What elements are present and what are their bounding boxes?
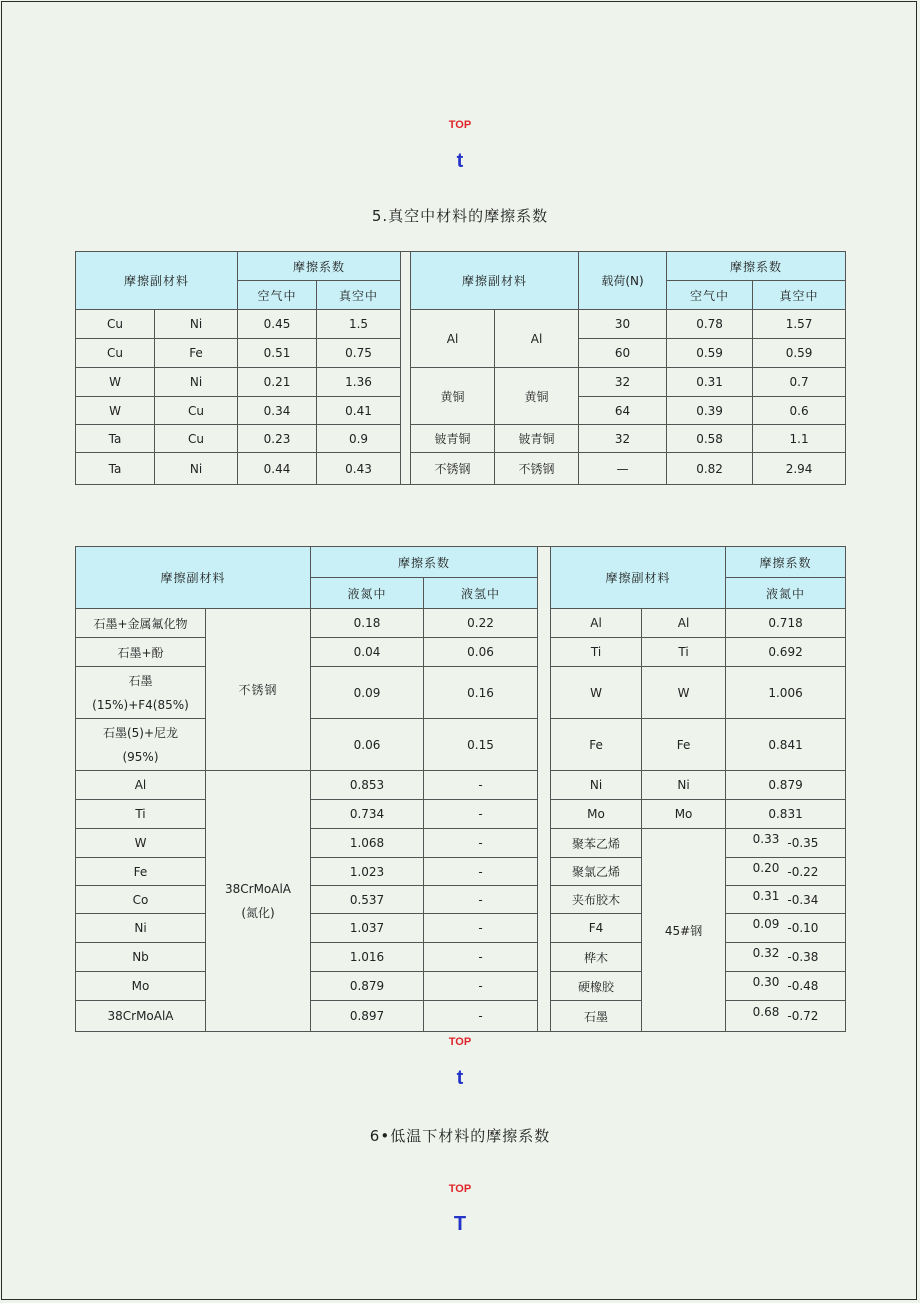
top-link[interactable]: TOP xyxy=(448,1036,472,1048)
cell-liquid-nitrogen: 0.831 xyxy=(726,800,846,829)
cell-vacuum: 1.57 xyxy=(753,310,846,339)
cell-vacuum: 1.36 xyxy=(317,368,401,397)
coef-high: -0.34 xyxy=(787,892,819,907)
table-row xyxy=(76,858,846,886)
coef-high: -0.35 xyxy=(787,836,819,850)
cell-air: 0.59 xyxy=(667,339,753,368)
header-material-pair-right: 摩擦副材料 xyxy=(411,252,579,310)
cell-liquid-hydrogen: 0.22 xyxy=(424,609,538,638)
cell-material-2: Ni xyxy=(642,771,726,800)
cell-material-2: Ni xyxy=(155,310,238,339)
table-row xyxy=(76,719,846,771)
cell-load: 60 xyxy=(579,339,667,368)
cell-material-1: Ni xyxy=(551,771,642,800)
coef-low: 0.31 xyxy=(752,888,780,903)
cell-liquid-nitrogen xyxy=(726,972,846,1001)
cell-material-1: 石墨+金属氟化物 xyxy=(76,609,206,638)
cell-air: 0.31 xyxy=(667,368,753,397)
cell-material-line-2: (95%) xyxy=(122,749,159,764)
header-material-pair-right: 摩擦副材料 xyxy=(551,547,726,609)
cell-material-2: Fe xyxy=(155,339,238,368)
counter-material-line-2: (氮化) xyxy=(241,906,275,920)
cell-liquid-hydrogen: 0.15 xyxy=(424,719,538,771)
cell-liquid-hydrogen: - xyxy=(424,943,538,972)
cell-material-1: Co xyxy=(76,886,206,914)
table-row xyxy=(76,310,846,339)
coef-low: 0.30 xyxy=(752,975,780,989)
cell-liquid-nitrogen: 0.06 xyxy=(311,719,424,771)
cell-liquid-nitrogen: 1.016 xyxy=(311,943,424,972)
cell-material-2: Al xyxy=(642,609,726,638)
coef-low: 0.68 xyxy=(752,1005,780,1019)
cell-material-2: 黄铜 xyxy=(495,368,579,425)
cell-material-2: Cu xyxy=(155,425,238,453)
cell-material-2: Ni xyxy=(155,368,238,397)
cell-liquid-nitrogen xyxy=(726,858,846,886)
cell-material-1: Cu xyxy=(76,310,155,339)
cell-material-2: Fe xyxy=(642,719,726,771)
cell-liquid-nitrogen xyxy=(726,914,846,943)
cell-air: 0.78 xyxy=(667,310,753,339)
table-row xyxy=(76,914,846,943)
cell-vacuum: 1.5 xyxy=(317,310,401,339)
cell-material-2: Ni xyxy=(155,453,238,485)
cell-air: 0.82 xyxy=(667,453,753,485)
cell-load: 32 xyxy=(579,368,667,397)
cell-vacuum: 1.1 xyxy=(753,425,846,453)
cell-air: 0.21 xyxy=(238,368,317,397)
cell-liquid-hydrogen: - xyxy=(424,972,538,1001)
header-in-air: 空气中 xyxy=(238,281,317,310)
table-row xyxy=(76,886,846,914)
low-temperature-friction-table xyxy=(75,546,846,1032)
table-row xyxy=(76,453,846,485)
table-row xyxy=(76,800,846,829)
cell-vacuum: 0.59 xyxy=(753,339,846,368)
header-liquid-nitrogen: 液氮中 xyxy=(311,578,424,609)
cell-liquid-nitrogen: 0.18 xyxy=(311,609,424,638)
vacuum-friction-table xyxy=(75,251,846,485)
header-friction-coef: 摩擦系数 xyxy=(238,252,401,281)
coef-high: -0.72 xyxy=(787,1009,819,1023)
cell-material-1: W xyxy=(76,829,206,858)
table-row xyxy=(76,425,846,453)
cell-load: 64 xyxy=(579,397,667,425)
cell-material-2: W xyxy=(642,667,726,719)
cell-liquid-nitrogen xyxy=(726,886,846,914)
cell-air: 0.39 xyxy=(667,397,753,425)
cell-air: 0.34 xyxy=(238,397,317,425)
cell-liquid-hydrogen: - xyxy=(424,914,538,943)
cell-liquid-nitrogen: 0.04 xyxy=(311,638,424,667)
cell-material-2: Cu xyxy=(155,397,238,425)
cell-air: 0.23 xyxy=(238,425,317,453)
header-in-vacuum: 真空中 xyxy=(317,281,401,310)
table-row xyxy=(76,609,846,638)
section-5-title: 5.真空中材料的摩擦系数 xyxy=(371,207,549,225)
cell-material-1: 黄铜 xyxy=(411,368,495,425)
cell-material-1: F4 xyxy=(551,914,642,943)
table-row xyxy=(76,638,846,667)
cell-liquid-nitrogen xyxy=(726,943,846,972)
cell-air: 0.58 xyxy=(667,425,753,453)
cell-liquid-hydrogen: - xyxy=(424,886,538,914)
cell-material-2: Ti xyxy=(642,638,726,667)
cell-liquid-nitrogen: 0.879 xyxy=(311,972,424,1001)
cell-material-1: 桦木 xyxy=(551,943,642,972)
cell-counter-material: 45#钢 xyxy=(642,829,726,1032)
cell-counter-material xyxy=(206,771,311,1032)
table-row xyxy=(76,667,846,719)
cell-liquid-nitrogen: 0.841 xyxy=(726,719,846,771)
cell-liquid-nitrogen: 0.734 xyxy=(311,800,424,829)
table-gap xyxy=(401,252,411,485)
cell-liquid-nitrogen: 0.09 xyxy=(311,667,424,719)
cell-load: 32 xyxy=(579,425,667,453)
cell-liquid-hydrogen: 0.16 xyxy=(424,667,538,719)
header-load: 载荷(N) xyxy=(579,252,667,310)
cell-air: 0.51 xyxy=(238,339,317,368)
cell-material-1: 聚氯乙烯 xyxy=(551,858,642,886)
cell-liquid-nitrogen: 1.037 xyxy=(311,914,424,943)
cell-material-1: Al xyxy=(76,771,206,800)
coef-high: -0.22 xyxy=(787,864,819,879)
cell-material-2: 不锈钢 xyxy=(495,453,579,485)
coef-low: 0.33 xyxy=(752,832,780,846)
coef-low: 0.32 xyxy=(752,946,780,960)
cell-material-1: Ta xyxy=(76,425,155,453)
cell-material-1: 铍青铜 xyxy=(411,425,495,453)
cell-material-1: W xyxy=(551,667,642,719)
cell-liquid-nitrogen: 1.006 xyxy=(726,667,846,719)
cell-liquid-hydrogen: - xyxy=(424,829,538,858)
cell-material-1: Fe xyxy=(76,858,206,886)
header-friction-coef: 摩擦系数 xyxy=(311,547,538,578)
cell-material-1: Nb xyxy=(76,943,206,972)
header-friction-coef-right: 摩擦系数 xyxy=(726,547,846,578)
cell-material-1: 石墨+酚 xyxy=(76,638,206,667)
table-row xyxy=(76,829,846,858)
cell-vacuum: 0.75 xyxy=(317,339,401,368)
cell-liquid-nitrogen: 0.853 xyxy=(311,771,424,800)
cell-load: — xyxy=(579,453,667,485)
cell-vacuum: 0.6 xyxy=(753,397,846,425)
cell-material-1: Ti xyxy=(551,638,642,667)
header-in-air-right: 空气中 xyxy=(667,281,753,310)
coef-low: 0.20 xyxy=(752,860,780,875)
table-row xyxy=(76,972,846,1001)
cell-load: 30 xyxy=(579,310,667,339)
cell-material-1: Ni xyxy=(76,914,206,943)
cell-material-1: Mo xyxy=(551,800,642,829)
cell-liquid-nitrogen: 0.879 xyxy=(726,771,846,800)
table-row xyxy=(76,771,846,800)
cell-liquid-hydrogen: - xyxy=(424,1001,538,1032)
cell-counter-material: 不锈钢 xyxy=(206,609,311,771)
cell-material-2: 铍青铜 xyxy=(495,425,579,453)
cell-liquid-nitrogen: 0.692 xyxy=(726,638,846,667)
cell-liquid-nitrogen: 1.068 xyxy=(311,829,424,858)
cell-material-line-1: 石墨 xyxy=(128,673,153,688)
table-gap xyxy=(538,547,551,1032)
cell-liquid-nitrogen: 1.023 xyxy=(311,858,424,886)
cell-liquid-nitrogen: 0.537 xyxy=(311,886,424,914)
table-row xyxy=(76,1001,846,1032)
cell-liquid-hydrogen: - xyxy=(424,800,538,829)
cell-material-1: 石墨 xyxy=(551,1001,642,1032)
coef-high: -0.10 xyxy=(787,921,819,935)
cell-vacuum: 0.43 xyxy=(317,453,401,485)
cell-material-1: 38CrMoAlA xyxy=(76,1001,206,1032)
counter-material-line-1: 38CrMoAlA xyxy=(224,882,292,896)
coef-low: 0.09 xyxy=(752,917,780,931)
cell-material-1: 夹布胶木 xyxy=(551,886,642,914)
cell-vacuum: 0.7 xyxy=(753,368,846,397)
cell-material-1: Fe xyxy=(551,719,642,771)
cell-material-line-1: 石墨(5)+尼龙 xyxy=(102,725,179,740)
cell-material-1: 不锈钢 xyxy=(411,453,495,485)
header-liquid-hydrogen: 液氢中 xyxy=(424,578,538,609)
cell-liquid-hydrogen: - xyxy=(424,771,538,800)
section-6-title: 6•低温下材料的摩擦系数 xyxy=(369,1127,551,1145)
cell-material-2: Al xyxy=(495,310,579,368)
cell-material-line-2: (15%)+F4(85%) xyxy=(92,697,189,712)
header-material-pair: 摩擦副材料 xyxy=(76,252,238,310)
coef-high: -0.38 xyxy=(787,950,819,964)
cell-material-1 xyxy=(76,667,206,719)
cell-material-1: Al xyxy=(411,310,495,368)
cell-material-1: Mo xyxy=(76,972,206,1001)
cell-vacuum: 0.9 xyxy=(317,425,401,453)
cell-air: 0.44 xyxy=(238,453,317,485)
cell-material-1: Ta xyxy=(76,453,155,485)
cell-material-1: Ti xyxy=(76,800,206,829)
cell-material-1: Cu xyxy=(76,339,155,368)
table-row xyxy=(76,943,846,972)
cell-material-1: 硬橡胶 xyxy=(551,972,642,1001)
cell-material-1: 聚苯乙烯 xyxy=(551,829,642,858)
cell-vacuum: 0.41 xyxy=(317,397,401,425)
cell-material-1: W xyxy=(76,397,155,425)
cell-liquid-nitrogen xyxy=(726,1001,846,1032)
cell-vacuum: 2.94 xyxy=(753,453,846,485)
header-material-pair: 摩擦副材料 xyxy=(76,547,311,609)
arrow-up-icon[interactable]: t xyxy=(456,150,464,172)
cell-air: 0.45 xyxy=(238,310,317,339)
header-friction-coef-right: 摩擦系数 xyxy=(667,252,846,281)
coef-high: -0.48 xyxy=(787,979,819,993)
cell-liquid-nitrogen xyxy=(726,829,846,858)
top-link[interactable]: TOP xyxy=(448,1183,472,1195)
cell-liquid-nitrogen: 0.897 xyxy=(311,1001,424,1032)
cell-material-1: W xyxy=(76,368,155,397)
top-link[interactable]: TOP xyxy=(448,119,472,131)
header-liquid-nitrogen-right: 液氮中 xyxy=(726,578,846,609)
cell-material-1 xyxy=(76,719,206,771)
cell-liquid-hydrogen: - xyxy=(424,858,538,886)
cell-material-2: Mo xyxy=(642,800,726,829)
arrow-up-icon[interactable]: T xyxy=(453,1213,467,1235)
cell-liquid-nitrogen: 0.718 xyxy=(726,609,846,638)
arrow-up-icon[interactable]: t xyxy=(456,1067,464,1089)
table-row xyxy=(76,368,846,397)
cell-material-1: Al xyxy=(551,609,642,638)
cell-liquid-hydrogen: 0.06 xyxy=(424,638,538,667)
header-in-vacuum-right: 真空中 xyxy=(753,281,846,310)
